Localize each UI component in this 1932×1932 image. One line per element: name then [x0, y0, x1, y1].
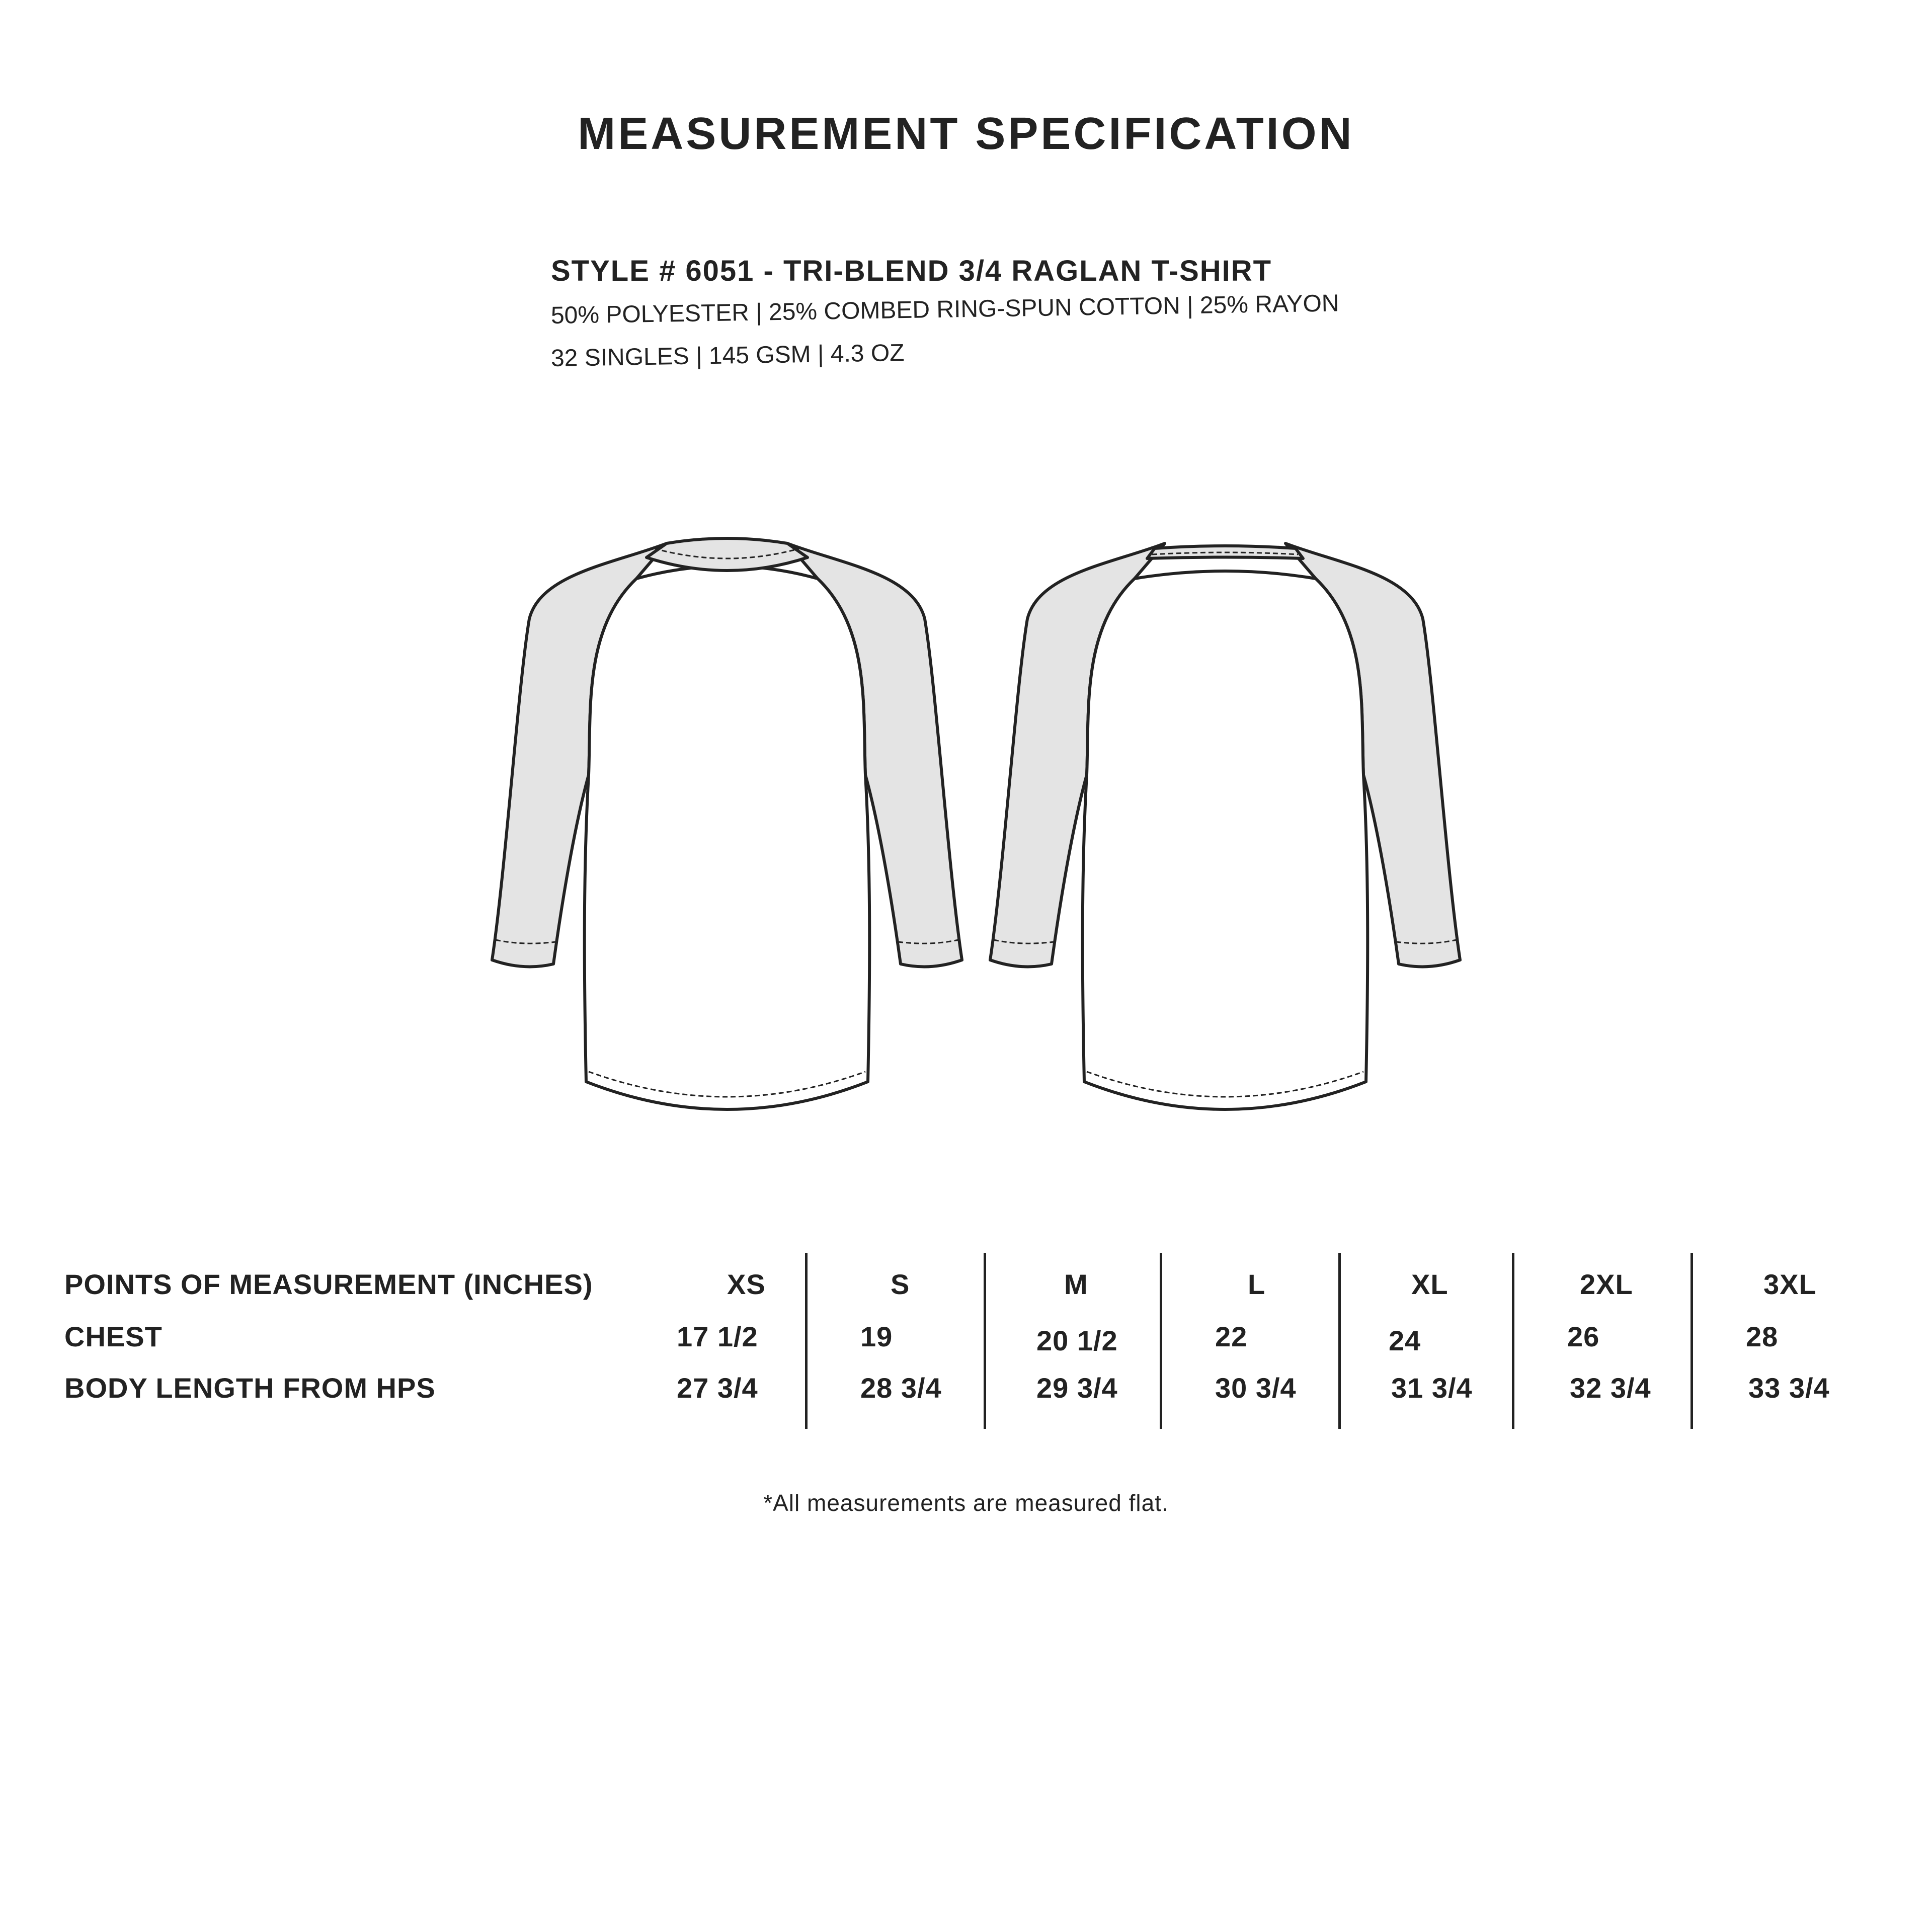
size-header: S	[891, 1268, 910, 1300]
table-cell: 22	[1215, 1321, 1248, 1352]
table-cell: 28 3/4	[860, 1372, 942, 1404]
table-cell: 26	[1567, 1321, 1600, 1352]
footnote: *All measurements are measured flat.	[763, 1490, 1169, 1516]
table-cell: 20 1/2	[1036, 1325, 1118, 1356]
size-header: 3XL	[1763, 1268, 1817, 1300]
size-header: XS	[727, 1268, 766, 1300]
back-body	[1083, 571, 1368, 1109]
front-body	[585, 566, 870, 1109]
row-label: CHEST	[64, 1321, 163, 1352]
table-header-label: POINTS OF MEASUREMENT (INCHES)	[64, 1268, 593, 1300]
style-info	[551, 254, 1339, 372]
column-divider	[1512, 1253, 1514, 1429]
size-header: M	[1064, 1268, 1088, 1300]
table-cell: 17 1/2	[677, 1321, 758, 1352]
column-divider	[984, 1253, 986, 1429]
row-label: BODY LENGTH FROM HPS	[64, 1372, 436, 1404]
column-divider	[1160, 1253, 1162, 1429]
size-header: 2XL	[1580, 1268, 1633, 1300]
size-header: XL	[1411, 1268, 1448, 1300]
measurement-table	[0, 1248, 1932, 1434]
column-divider	[1691, 1253, 1693, 1429]
garment-sketch	[483, 518, 1469, 1137]
table-cell: 29 3/4	[1036, 1372, 1118, 1404]
table-cell: 32 3/4	[1570, 1372, 1651, 1404]
back-view	[990, 543, 1460, 1109]
front-collar	[647, 538, 808, 571]
table-cell: 27 3/4	[677, 1372, 758, 1404]
column-divider	[1338, 1253, 1341, 1429]
table-cell: 28	[1746, 1321, 1779, 1352]
size-header: L	[1248, 1268, 1266, 1300]
table-cell: 24	[1389, 1325, 1421, 1356]
table-cell: 33 3/4	[1748, 1372, 1830, 1404]
table-cell: 19	[860, 1321, 893, 1352]
front-view	[492, 538, 962, 1109]
fabric-weight: 32 SINGLES | 145 GSM | 4.3 OZ	[550, 339, 905, 372]
column-divider	[805, 1253, 808, 1429]
table-cell: 31 3/4	[1391, 1372, 1473, 1404]
page-title: MEASUREMENT SPECIFICATION	[578, 109, 1354, 159]
table-cell: 30 3/4	[1215, 1372, 1297, 1404]
style-name: STYLE # 6051 - TRI-BLEND 3/4 RAGLAN T-SHIRT	[551, 255, 1272, 287]
fabric-composition: 50% POLYESTER | 25% COMBED RING-SPUN COTTON | 25% RAYON	[550, 290, 1339, 329]
